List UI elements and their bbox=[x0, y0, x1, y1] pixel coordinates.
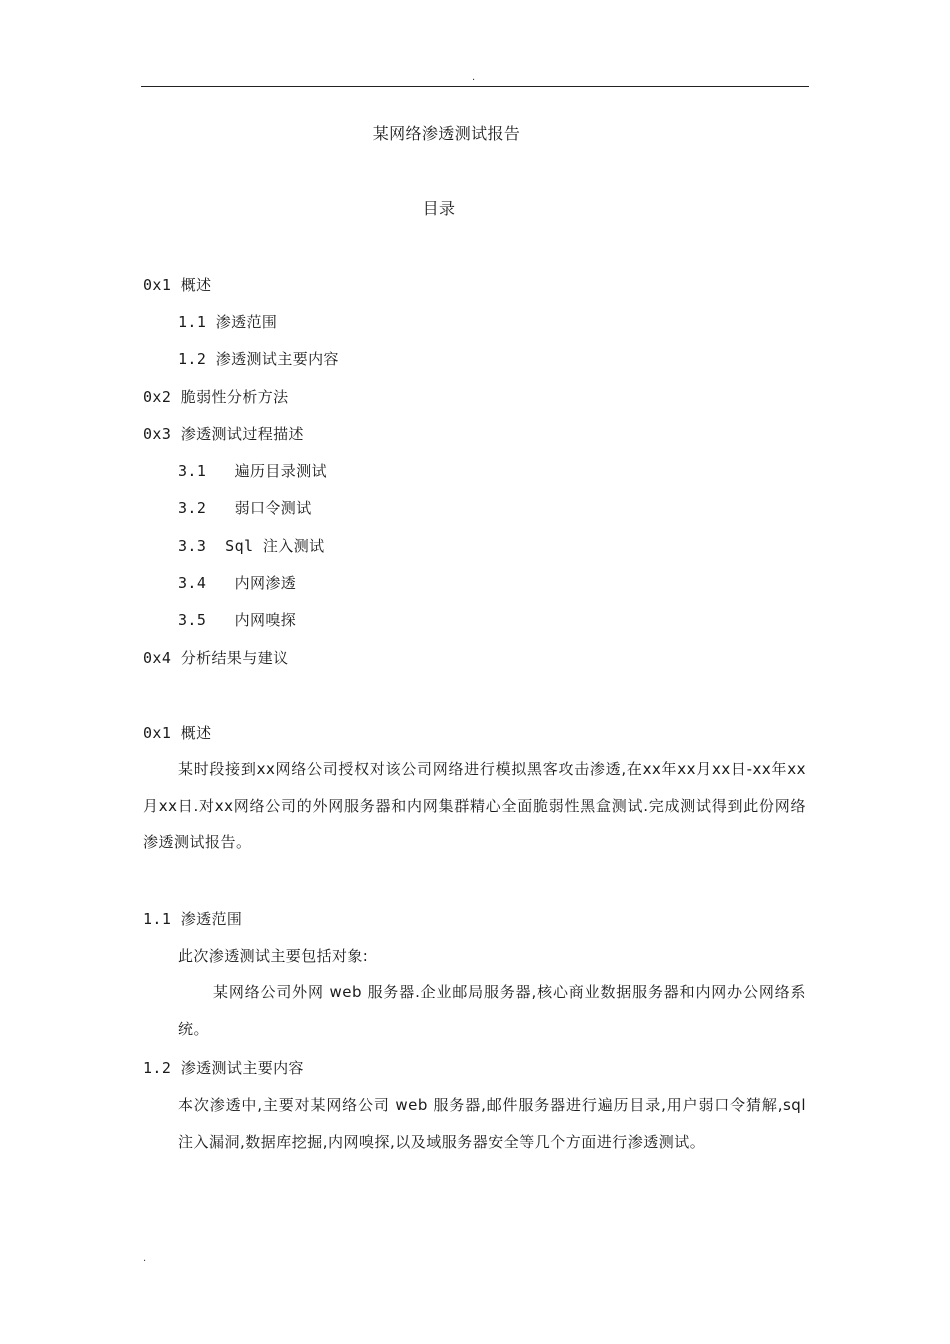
toc-number: 3.1 bbox=[178, 462, 207, 480]
toc-number: 3.5 bbox=[178, 611, 207, 629]
section-heading-overview: 0x1 概述 bbox=[143, 724, 212, 742]
section-heading-content: 1.2 渗透测试主要内容 bbox=[143, 1059, 304, 1077]
header-rule bbox=[141, 86, 809, 87]
toc-label: 分析结果与建议 bbox=[180, 649, 289, 667]
toc-item[interactable] bbox=[143, 648, 289, 668]
toc-item[interactable] bbox=[143, 424, 304, 444]
toc-item[interactable] bbox=[178, 573, 296, 593]
toc-title: 目录 bbox=[422, 199, 456, 218]
toc-label: 内网嗅探 bbox=[234, 611, 297, 629]
toc-number: 0x3 bbox=[143, 425, 172, 443]
toc-label: Sql 注入测试 bbox=[225, 537, 325, 555]
toc-number: 0x1 bbox=[143, 276, 172, 294]
toc-item[interactable] bbox=[178, 461, 327, 481]
toc-number: 1.1 bbox=[178, 313, 207, 331]
toc-label: 渗透测试过程描述 bbox=[180, 425, 304, 443]
toc-item[interactable] bbox=[143, 275, 212, 295]
section-heading-scope: 1.1 渗透范围 bbox=[143, 910, 243, 928]
toc-number: 1.2 bbox=[178, 350, 207, 368]
toc-number: 0x2 bbox=[143, 388, 172, 406]
toc-label: 概述 bbox=[180, 276, 212, 294]
toc-label: 渗透测试主要内容 bbox=[215, 350, 339, 368]
toc-number: 0x4 bbox=[143, 649, 172, 667]
toc-number: 3.2 bbox=[178, 499, 207, 517]
toc-item[interactable] bbox=[178, 498, 312, 518]
scope-intro: 此次渗透测试主要包括对象: bbox=[178, 947, 369, 965]
overview-paragraph: 某时段接到xx网络公司授权对该公司网络进行模拟黑客攻击渗透,在xx年xx月xx日-xx年xx月xx日.对xx网络公司的外网服务器和内网集群精心全面脆弱性黑盒测试.完成测试得到此份网络渗透测试报告。 bbox=[143, 760, 806, 851]
header-marker: . bbox=[472, 72, 476, 83]
toc-label: 内网渗透 bbox=[234, 574, 297, 592]
toc-item[interactable] bbox=[178, 312, 277, 332]
toc-label: 弱口令测试 bbox=[234, 499, 312, 517]
toc-item[interactable] bbox=[178, 610, 296, 630]
toc-item[interactable] bbox=[178, 536, 325, 556]
toc-item[interactable] bbox=[143, 387, 289, 407]
footer-marker: . bbox=[143, 1253, 147, 1264]
toc-label: 脆弱性分析方法 bbox=[180, 388, 289, 406]
scope-paragraph: 某网络公司外网 web 服务器.企业邮局服务器,核心商业数据服务器和内网办公网络系统。 bbox=[178, 983, 806, 1038]
content-paragraph: 本次渗透中,主要对某网络公司 web 服务器,邮件服务器进行遍历目录,用户弱口令猜解,sql 注入漏洞,数据库挖掘,内网嗅探,以及域服务器安全等几个方面进行渗透测试。 bbox=[178, 1096, 806, 1151]
document-title: 某网络渗透测试报告 bbox=[372, 124, 521, 143]
toc-label: 遍历目录测试 bbox=[234, 462, 327, 480]
toc-number: 3.3 bbox=[178, 537, 207, 555]
toc-number: 3.4 bbox=[178, 574, 207, 592]
toc-item[interactable] bbox=[178, 349, 339, 369]
toc-label: 渗透范围 bbox=[215, 313, 278, 331]
